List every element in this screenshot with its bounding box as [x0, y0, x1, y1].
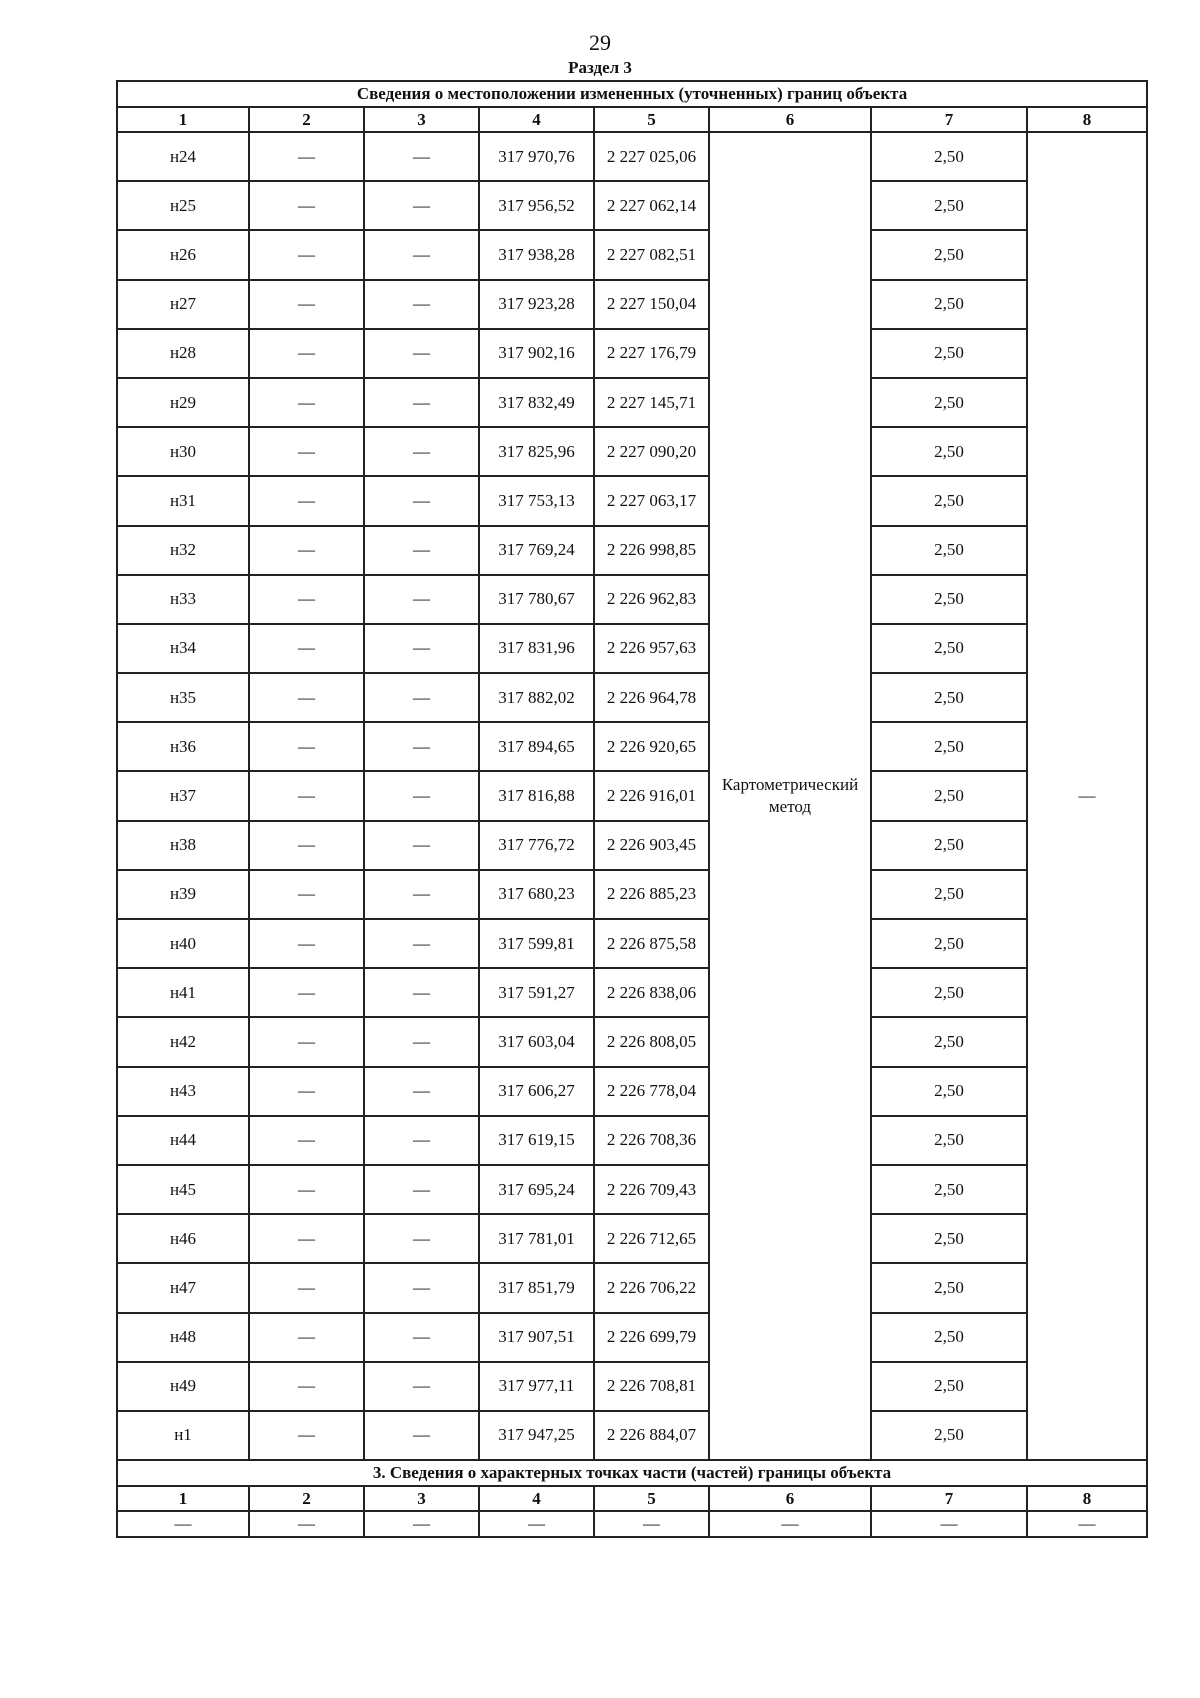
method-cell: Картометрический метод: [709, 132, 871, 1460]
y-coord-cell: 2 227 025,06: [594, 132, 709, 181]
table-row: [117, 919, 1147, 968]
table-row: [117, 230, 1147, 279]
point-id-cell: н27: [117, 280, 249, 329]
x-coord-cell: 317 781,01: [479, 1214, 594, 1263]
table-row: [117, 1116, 1147, 1165]
col2-cell: —: [249, 771, 364, 820]
point-id-cell: н25: [117, 181, 249, 230]
precision-cell: 2,50: [871, 1411, 1027, 1460]
table2-header-cell: 8: [1027, 1486, 1147, 1511]
y-coord-cell: 2 226 706,22: [594, 1263, 709, 1312]
y-coord-cell: 2 226 920,65: [594, 722, 709, 771]
y-coord-cell: 2 226 884,07: [594, 1411, 709, 1460]
point-id-cell: н39: [117, 870, 249, 919]
table-row: [117, 1411, 1147, 1460]
col2-cell: —: [249, 526, 364, 575]
table-row: [117, 1017, 1147, 1066]
x-coord-cell: 317 606,27: [479, 1067, 594, 1116]
boundary-table: [116, 80, 1148, 1538]
col3-cell: —: [364, 280, 479, 329]
col3-cell: —: [364, 575, 479, 624]
precision-cell: 2,50: [871, 181, 1027, 230]
table1-header-cell: 8: [1027, 107, 1147, 132]
col2-cell: —: [249, 329, 364, 378]
col3-cell: —: [364, 821, 479, 870]
col3-cell: —: [364, 427, 479, 476]
table2-header-cell: 1: [117, 1486, 249, 1511]
table-row: [117, 673, 1147, 722]
table2-caption: 3. Сведения о характерных точках части (частей) границы объекта: [117, 1460, 1147, 1486]
precision-cell: 2,50: [871, 427, 1027, 476]
col2-cell: —: [249, 280, 364, 329]
table-row: [117, 378, 1147, 427]
table-row: [117, 476, 1147, 525]
col2-cell: —: [249, 722, 364, 771]
x-coord-cell: 317 603,04: [479, 1017, 594, 1066]
col2-cell: —: [249, 1411, 364, 1460]
precision-cell: 2,50: [871, 1116, 1027, 1165]
y-coord-cell: 2 226 699,79: [594, 1313, 709, 1362]
col3-cell: —: [364, 1263, 479, 1312]
table1-header-cell: 4: [479, 107, 594, 132]
y-coord-cell: 2 227 062,14: [594, 181, 709, 230]
x-coord-cell: 317 695,24: [479, 1165, 594, 1214]
table2-header-cell: 6: [709, 1486, 871, 1511]
precision-cell: 2,50: [871, 624, 1027, 673]
col2-cell: —: [249, 968, 364, 1017]
precision-cell: 2,50: [871, 1362, 1027, 1411]
precision-cell: 2,50: [871, 722, 1027, 771]
point-id-cell: н26: [117, 230, 249, 279]
y-coord-cell: 2 226 778,04: [594, 1067, 709, 1116]
table2-header-cell: 4: [479, 1486, 594, 1511]
y-coord-cell: 2 226 708,81: [594, 1362, 709, 1411]
y-coord-cell: 2 226 808,05: [594, 1017, 709, 1066]
col3-cell: —: [364, 1411, 479, 1460]
x-coord-cell: 317 894,65: [479, 722, 594, 771]
point-id-cell: н47: [117, 1263, 249, 1312]
point-id-cell: н33: [117, 575, 249, 624]
col2-cell: —: [249, 378, 364, 427]
page-number: 29: [589, 30, 611, 55]
col3-cell: —: [364, 722, 479, 771]
precision-cell: 2,50: [871, 1313, 1027, 1362]
point-id-cell: н49: [117, 1362, 249, 1411]
col3-cell: —: [364, 230, 479, 279]
col2-cell: —: [249, 870, 364, 919]
y-coord-cell: 2 226 712,65: [594, 1214, 709, 1263]
col3-cell: —: [364, 968, 479, 1017]
point-id-cell: н29: [117, 378, 249, 427]
table2-header-row: [117, 1486, 1147, 1511]
precision-cell: 2,50: [871, 821, 1027, 870]
point-id-cell: н1: [117, 1411, 249, 1460]
x-coord-cell: 317 591,27: [479, 968, 594, 1017]
point-id-cell: н38: [117, 821, 249, 870]
table-row: [117, 1362, 1147, 1411]
precision-cell: 2,50: [871, 329, 1027, 378]
x-coord-cell: 317 977,11: [479, 1362, 594, 1411]
table-row: [117, 722, 1147, 771]
y-coord-cell: 2 226 964,78: [594, 673, 709, 722]
col2-cell: —: [249, 1263, 364, 1312]
col2-cell: —: [249, 1313, 364, 1362]
table2-cell: —: [594, 1511, 709, 1537]
x-coord-cell: 317 599,81: [479, 919, 594, 968]
point-id-cell: н45: [117, 1165, 249, 1214]
point-id-cell: н37: [117, 771, 249, 820]
col3-cell: —: [364, 1313, 479, 1362]
table2-cell: —: [709, 1511, 871, 1537]
table-row: [117, 181, 1147, 230]
table2-cell: —: [1027, 1511, 1147, 1537]
col3-cell: —: [364, 919, 479, 968]
point-id-cell: н36: [117, 722, 249, 771]
precision-cell: 2,50: [871, 280, 1027, 329]
section-title: Раздел 3: [568, 58, 632, 77]
precision-cell: 2,50: [871, 1263, 1027, 1312]
precision-cell: 2,50: [871, 1017, 1027, 1066]
col3-cell: —: [364, 378, 479, 427]
x-coord-cell: 317 619,15: [479, 1116, 594, 1165]
table-row: [117, 1165, 1147, 1214]
precision-cell: 2,50: [871, 230, 1027, 279]
x-coord-cell: 317 776,72: [479, 821, 594, 870]
col3-cell: —: [364, 476, 479, 525]
col3-cell: —: [364, 1067, 479, 1116]
col2-cell: —: [249, 181, 364, 230]
table2-header-cell: 3: [364, 1486, 479, 1511]
precision-cell: 2,50: [871, 526, 1027, 575]
col2-cell: —: [249, 624, 364, 673]
x-coord-cell: 317 923,28: [479, 280, 594, 329]
table2-header-cell: 7: [871, 1486, 1027, 1511]
point-id-cell: н40: [117, 919, 249, 968]
col2-cell: —: [249, 476, 364, 525]
table2-header-cell: 5: [594, 1486, 709, 1511]
col3-cell: —: [364, 1116, 479, 1165]
y-coord-cell: 2 226 709,43: [594, 1165, 709, 1214]
col3-cell: —: [364, 526, 479, 575]
precision-cell: 2,50: [871, 968, 1027, 1017]
point-id-cell: н34: [117, 624, 249, 673]
col2-cell: —: [249, 1214, 364, 1263]
precision-cell: 2,50: [871, 132, 1027, 181]
x-coord-cell: 317 816,88: [479, 771, 594, 820]
x-coord-cell: 317 825,96: [479, 427, 594, 476]
y-coord-cell: 2 227 150,04: [594, 280, 709, 329]
point-id-cell: н24: [117, 132, 249, 181]
y-coord-cell: 2 226 838,06: [594, 968, 709, 1017]
table-row: [117, 1313, 1147, 1362]
y-coord-cell: 2 226 998,85: [594, 526, 709, 575]
x-coord-cell: 317 680,23: [479, 870, 594, 919]
y-coord-cell: 2 227 063,17: [594, 476, 709, 525]
x-coord-cell: 317 832,49: [479, 378, 594, 427]
table-row: [117, 968, 1147, 1017]
point-id-cell: н48: [117, 1313, 249, 1362]
col3-cell: —: [364, 673, 479, 722]
table2-cell: —: [479, 1511, 594, 1537]
precision-cell: 2,50: [871, 870, 1027, 919]
y-coord-cell: 2 226 903,45: [594, 821, 709, 870]
table1-header-cell: 5: [594, 107, 709, 132]
col8-cell: —: [1027, 132, 1147, 1460]
table-row: [117, 526, 1147, 575]
x-coord-cell: 317 831,96: [479, 624, 594, 673]
col2-cell: —: [249, 1362, 364, 1411]
col3-cell: —: [364, 624, 479, 673]
precision-cell: 2,50: [871, 771, 1027, 820]
x-coord-cell: 317 769,24: [479, 526, 594, 575]
table1-header-cell: 1: [117, 107, 249, 132]
precision-cell: 2,50: [871, 1165, 1027, 1214]
precision-cell: 2,50: [871, 919, 1027, 968]
table1-header-row: [117, 107, 1147, 132]
point-id-cell: н42: [117, 1017, 249, 1066]
x-coord-cell: 317 947,25: [479, 1411, 594, 1460]
col2-cell: —: [249, 673, 364, 722]
point-id-cell: н44: [117, 1116, 249, 1165]
precision-cell: 2,50: [871, 378, 1027, 427]
table1-header-cell: 6: [709, 107, 871, 132]
col2-cell: —: [249, 427, 364, 476]
x-coord-cell: 317 907,51: [479, 1313, 594, 1362]
x-coord-cell: 317 902,16: [479, 329, 594, 378]
precision-cell: 2,50: [871, 673, 1027, 722]
col3-cell: —: [364, 771, 479, 820]
table2-cell: —: [249, 1511, 364, 1537]
point-id-cell: н32: [117, 526, 249, 575]
table-row: [117, 771, 1147, 820]
precision-cell: 2,50: [871, 476, 1027, 525]
y-coord-cell: 2 226 957,63: [594, 624, 709, 673]
col2-cell: —: [249, 919, 364, 968]
x-coord-cell: 317 956,52: [479, 181, 594, 230]
col2-cell: —: [249, 821, 364, 870]
y-coord-cell: 2 226 708,36: [594, 1116, 709, 1165]
x-coord-cell: 317 753,13: [479, 476, 594, 525]
x-coord-cell: 317 851,79: [479, 1263, 594, 1312]
precision-cell: 2,50: [871, 575, 1027, 624]
y-coord-cell: 2 226 885,23: [594, 870, 709, 919]
col3-cell: —: [364, 870, 479, 919]
point-id-cell: н43: [117, 1067, 249, 1116]
col3-cell: —: [364, 1214, 479, 1263]
table1-header-cell: 3: [364, 107, 479, 132]
col2-cell: —: [249, 1067, 364, 1116]
y-coord-cell: 2 226 916,01: [594, 771, 709, 820]
x-coord-cell: 317 780,67: [479, 575, 594, 624]
col3-cell: —: [364, 181, 479, 230]
x-coord-cell: 317 938,28: [479, 230, 594, 279]
table-row: [117, 280, 1147, 329]
table2-cell: —: [871, 1511, 1027, 1537]
table-row: [117, 1067, 1147, 1116]
table-row: [117, 1263, 1147, 1312]
table-row: [117, 132, 1147, 181]
y-coord-cell: 2 227 176,79: [594, 329, 709, 378]
table2-cell: —: [117, 1511, 249, 1537]
table-row: [117, 329, 1147, 378]
col3-cell: —: [364, 1362, 479, 1411]
precision-cell: 2,50: [871, 1214, 1027, 1263]
table-row: [117, 870, 1147, 919]
col3-cell: —: [364, 1017, 479, 1066]
y-coord-cell: 2 227 145,71: [594, 378, 709, 427]
table1-header-cell: 2: [249, 107, 364, 132]
point-id-cell: н46: [117, 1214, 249, 1263]
y-coord-cell: 2 227 082,51: [594, 230, 709, 279]
point-id-cell: н28: [117, 329, 249, 378]
col2-cell: —: [249, 1017, 364, 1066]
point-id-cell: н41: [117, 968, 249, 1017]
table-row: [117, 821, 1147, 870]
x-coord-cell: 317 970,76: [479, 132, 594, 181]
table2-header-cell: 2: [249, 1486, 364, 1511]
col2-cell: —: [249, 1165, 364, 1214]
x-coord-cell: 317 882,02: [479, 673, 594, 722]
col3-cell: —: [364, 329, 479, 378]
col3-cell: —: [364, 132, 479, 181]
col3-cell: —: [364, 1165, 479, 1214]
table2-row: [117, 1511, 1147, 1537]
y-coord-cell: 2 227 090,20: [594, 427, 709, 476]
point-id-cell: н35: [117, 673, 249, 722]
table-row: [117, 427, 1147, 476]
precision-cell: 2,50: [871, 1067, 1027, 1116]
table1-header-cell: 7: [871, 107, 1027, 132]
table1-caption: Сведения о местоположении измененных (уточненных) границ объекта: [117, 81, 1147, 107]
table2-cell: —: [364, 1511, 479, 1537]
point-id-cell: н31: [117, 476, 249, 525]
col2-cell: —: [249, 575, 364, 624]
y-coord-cell: 2 226 962,83: [594, 575, 709, 624]
table-row: [117, 624, 1147, 673]
col2-cell: —: [249, 230, 364, 279]
col2-cell: —: [249, 132, 364, 181]
table-row: [117, 1214, 1147, 1263]
col2-cell: —: [249, 1116, 364, 1165]
point-id-cell: н30: [117, 427, 249, 476]
table-row: [117, 575, 1147, 624]
y-coord-cell: 2 226 875,58: [594, 919, 709, 968]
